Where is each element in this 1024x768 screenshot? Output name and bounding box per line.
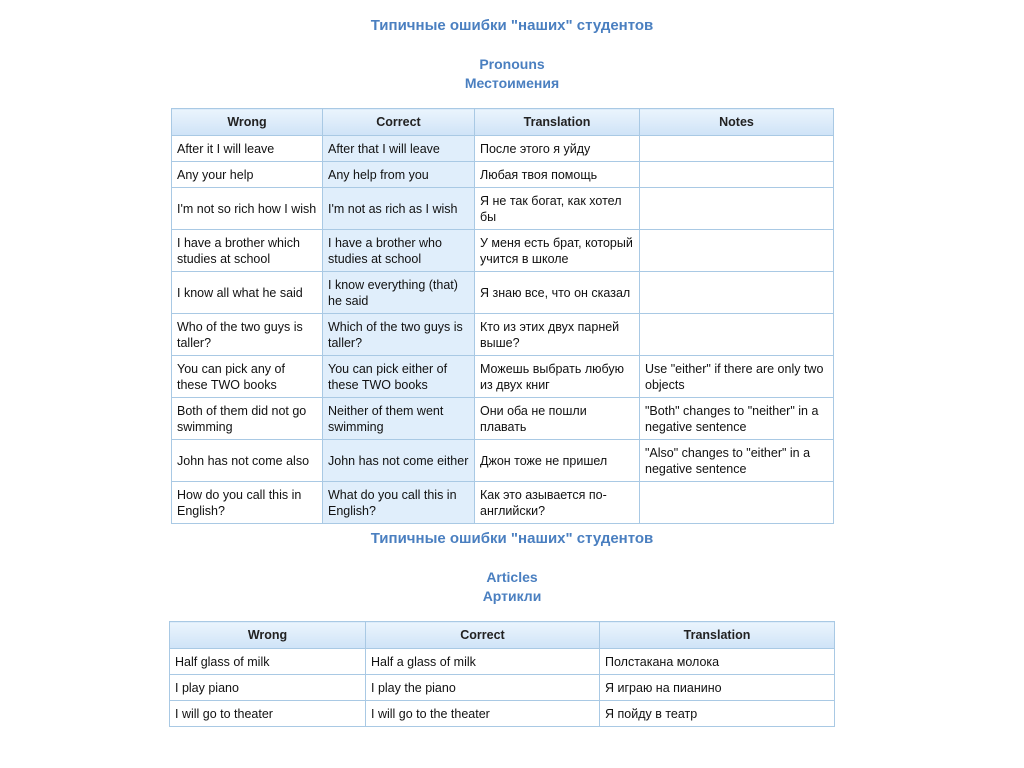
cell-translation: Я играю на пианино: [600, 675, 835, 701]
cell-wrong: After it I will leave: [172, 136, 323, 162]
column-header-translation: Translation: [475, 109, 640, 136]
cell-correct: You can pick either of these TWO books: [323, 356, 475, 398]
cell-wrong: How do you call this in English?: [172, 482, 323, 524]
cell-translation: Любая твоя помощь: [475, 162, 640, 188]
table-row: [172, 440, 834, 482]
cell-correct: Which of the two guys is taller?: [323, 314, 475, 356]
cell-notes: Use "either" if there are only two objects: [640, 356, 834, 398]
table-row: [172, 136, 834, 162]
column-header-notes: Notes: [640, 109, 834, 136]
cell-notes: [640, 188, 834, 230]
table-header-row: [172, 109, 834, 136]
table-row: [170, 675, 835, 701]
cell-translation: Они оба не пошли плавать: [475, 398, 640, 440]
articles-subtitle-en: Articles: [486, 569, 538, 585]
cell-correct: Half a glass of milk: [366, 649, 600, 675]
cell-wrong: I'm not so rich how I wish: [172, 188, 323, 230]
cell-correct: After that I will leave: [323, 136, 475, 162]
column-header-correct: Correct: [366, 622, 600, 649]
cell-translation: Полстакана молока: [600, 649, 835, 675]
cell-wrong: I know all what he said: [172, 272, 323, 314]
cell-notes: [640, 272, 834, 314]
pronouns-subtitle-en: Pronouns: [479, 56, 545, 72]
table-row: [170, 649, 835, 675]
cell-wrong: John has not come also: [172, 440, 323, 482]
column-header-translation: Translation: [600, 622, 835, 649]
cell-translation: Я знаю все, что он сказал: [475, 272, 640, 314]
column-header-correct: Correct: [323, 109, 475, 136]
cell-correct: Any help from you: [323, 162, 475, 188]
cell-wrong: Half glass of milk: [170, 649, 366, 675]
cell-translation: Я не так богат, как хотел бы: [475, 188, 640, 230]
cell-notes: [640, 162, 834, 188]
articles-page-title: Типичные ошибки "наших" студентов: [370, 530, 654, 547]
column-header-wrong: Wrong: [172, 109, 323, 136]
cell-wrong: I will go to theater: [170, 701, 366, 727]
cell-wrong: Who of the two guys is taller?: [172, 314, 323, 356]
table-row: [172, 398, 834, 440]
cell-translation: Джон тоже не пришел: [475, 440, 640, 482]
cell-wrong: Both of them did not go swimming: [172, 398, 323, 440]
cell-correct: I know everything (that) he said: [323, 272, 475, 314]
cell-wrong: I have a brother which studies at school: [172, 230, 323, 272]
cell-translation: У меня есть брат, который учится в школе: [475, 230, 640, 272]
pronouns-subtitle-ru: Местоимения: [464, 75, 560, 91]
table-row: [172, 356, 834, 398]
cell-wrong: I play piano: [170, 675, 366, 701]
cell-correct: I have a brother who studies at school: [323, 230, 475, 272]
table-row: [172, 314, 834, 356]
articles-table: [169, 621, 835, 727]
table-row: [172, 272, 834, 314]
cell-correct: Neither of them went swimming: [323, 398, 475, 440]
cell-translation: Я пойду в театр: [600, 701, 835, 727]
cell-notes: [640, 314, 834, 356]
cell-notes: "Also" changes to "either" in a negative sentence: [640, 440, 834, 482]
cell-notes: "Both" changes to "neither" in a negative sentence: [640, 398, 834, 440]
table-row: [172, 188, 834, 230]
column-header-wrong: Wrong: [170, 622, 366, 649]
cell-translation: Кто из этих двух парней выше?: [475, 314, 640, 356]
table-row: [172, 162, 834, 188]
table-row: [170, 701, 835, 727]
table-row: [172, 482, 834, 524]
table-row: [172, 230, 834, 272]
cell-wrong: Any your help: [172, 162, 323, 188]
cell-translation: Как это азывается по-английски?: [475, 482, 640, 524]
cell-wrong: You can pick any of these TWO books: [172, 356, 323, 398]
cell-notes: [640, 136, 834, 162]
cell-correct: What do you call this in English?: [323, 482, 475, 524]
cell-correct: I play the piano: [366, 675, 600, 701]
cell-correct: I will go to the theater: [366, 701, 600, 727]
cell-notes: [640, 230, 834, 272]
cell-correct: John has not come either: [323, 440, 475, 482]
cell-correct: I'm not as rich as I wish: [323, 188, 475, 230]
cell-notes: [640, 482, 834, 524]
pronouns-page-title: Типичные ошибки "наших" студентов: [370, 17, 654, 34]
cell-translation: Можешь выбрать любую из двух книг: [475, 356, 640, 398]
table-header-row: [170, 622, 835, 649]
articles-subtitle-ru: Артикли: [482, 588, 542, 604]
cell-translation: После этого я уйду: [475, 136, 640, 162]
pronouns-table: [171, 108, 834, 524]
